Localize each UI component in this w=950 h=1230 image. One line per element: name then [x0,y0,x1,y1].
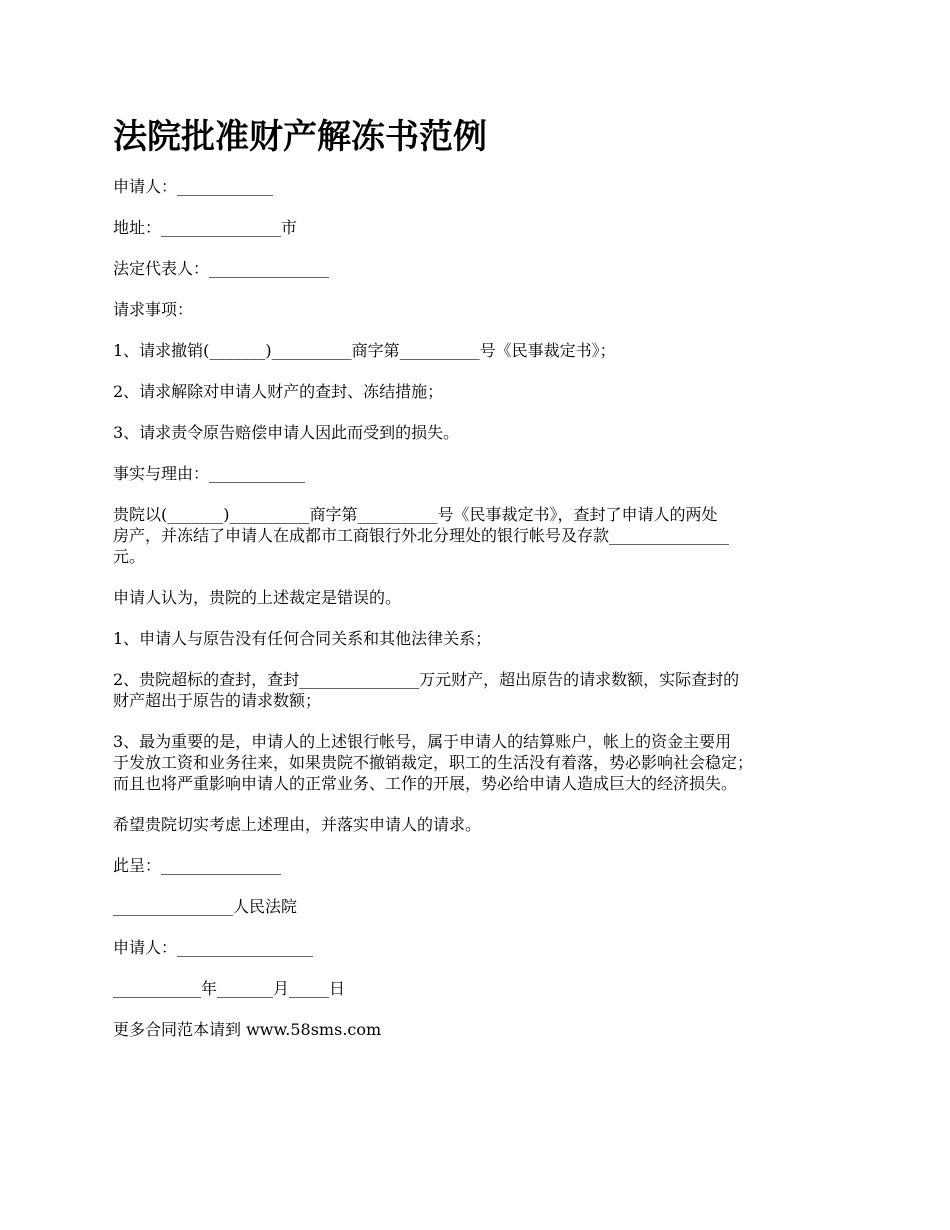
request-item-3: 3、请求责令原告赔偿申请人因此而受到的损失。 [113,423,460,442]
address-line: 地址：_______________市 [113,218,298,237]
facts-paragraph: 贵院以(_______)__________商字第__________号《民事裁定书》，查封了申请人的两处 房产，并冻结了申请人在成都市工商银行外北分理处的银行帐号及存款_______________ 元。 [113,505,730,566]
hope-paragraph: 希望贵院切实考虑上述理由，并落实申请人的请求。 [113,815,482,834]
reason-item-3: 3、最为重要的是，申请人的上述银行帐号，属于申请人的结算账户，帐上的资金主要用 于发放工资和业务往来，如果贵院不撤销裁定，职工的生活没有着落，势必影响社会稳定； 而且也将严重影响申请人的正常业务、工作的开展，势必给申请人造成巨大的经济损失。 [113,732,754,793]
facts-heading: 事实与理由：____________ [113,464,306,483]
legal-representative-line: 法定代表人：_______________ [113,259,330,278]
reason-item-2: 2、贵院超标的查封，查封_______________万元财产，超出原告的请求数额，实际查封的 财产超出于原告的请求数额； [113,670,740,710]
request-item-2: 2、请求解除对申请人财产的查封、冻结措施； [113,382,444,401]
reason-item-1: 1、申请人与原告没有任何合同关系和其他法律关系； [113,629,492,648]
court-line: _______________人民法院 [113,897,298,916]
date-line: ___________年_______月_____日 [113,979,346,998]
document-title: 法院批准财产解冻书范例 [113,117,487,157]
requests-heading: 请求事项： [113,300,194,319]
submitted-to-line: 此呈：_______________ [113,856,282,875]
footer-link-text: 更多合同范本请到 www.58sms.com [113,1020,382,1039]
applicant-line: 申请人：____________ [113,177,274,196]
request-item-1: 1、请求撤销(_______)__________商字第__________号《民事裁定书》； [113,341,616,360]
opinion-paragraph: 申请人认为，贵院的上述裁定是错误的。 [113,588,402,607]
signature-applicant-line: 申请人：_________________ [113,938,314,957]
document-page [113,112,843,1060]
